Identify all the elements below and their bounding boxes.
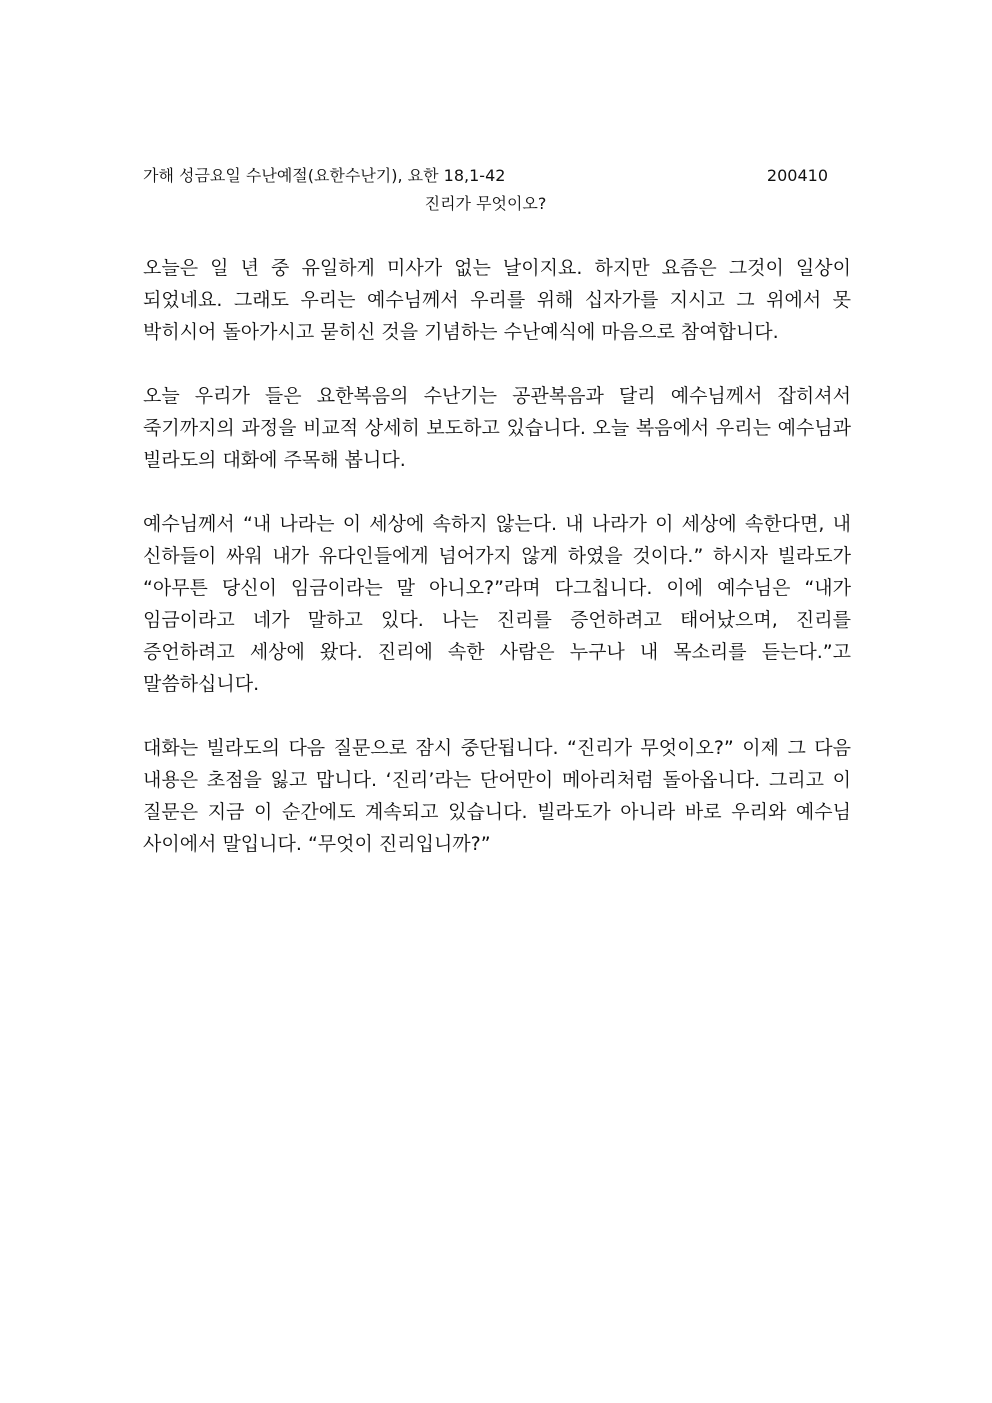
scripture-reference: 가해 성금요일 수난예절(요한수난기), 요한 18,1-42 xyxy=(143,166,506,185)
document-header xyxy=(143,164,828,188)
paragraph: 오늘은 일 년 중 유일하게 미사가 없는 날이지요. 하지만 요즘은 그것이 일상이 되었네요. 그래도 우리는 예수님께서 우리를 위해 십자가를 지시고 그 위에서 못 박히시어 돌아가시고 묻히신 것을 기념하는 수난예식에 마음으로 참여합니다. xyxy=(143,257,851,343)
homily-title: 진리가 무엇이오? xyxy=(424,194,547,213)
paragraph: 대화는 빌라도의 다음 질문으로 잠시 중단됩니다. “진리가 무엇이오?” 이제 그 다음 내용은 초점을 잃고 맙니다. ‘진리’라는 단어만이 메아리처럼 돌아옵니다. 그리고 이 질문은 지금 이 순간에도 계속되고 있습니다. 빌라도가 아니라 바로 우리와 예수님 사이에서 말입니다. “무엇이 진리입니까?” xyxy=(143,737,851,855)
paragraph: 오늘 우리가 들은 요한복음의 수난기는 공관복음과 달리 예수님께서 잡히셔서 죽기까지의 과정을 비교적 상세히 보도하고 있습니다. 오늘 복음에서 우리는 예수님과 빌라도의 대화에 주목해 봅니다. xyxy=(143,385,851,471)
date-code: 200410 xyxy=(766,166,828,185)
paragraph: 예수님께서 “내 나라는 이 세상에 속하지 않는다. 내 나라가 이 세상에 속한다면, 내 신하들이 싸워 내가 유다인들에게 넘어가지 않게 하였을 것이다.” 하시자 빌라도가 “아무튼 당신이 임금이라는 말 아니오?”라며 다그칩니다. 이에 예수님은 “내가 임금이라고 네가 말하고 있다. 나는 진리를 증언하려고 태어났으며, 진리를 증언하려고 세상에 왔다. 진리에 속한 사람은 누구나 내 목소리를 듣는다.”고 말씀하십니다. xyxy=(143,513,851,695)
document-body xyxy=(143,252,851,892)
